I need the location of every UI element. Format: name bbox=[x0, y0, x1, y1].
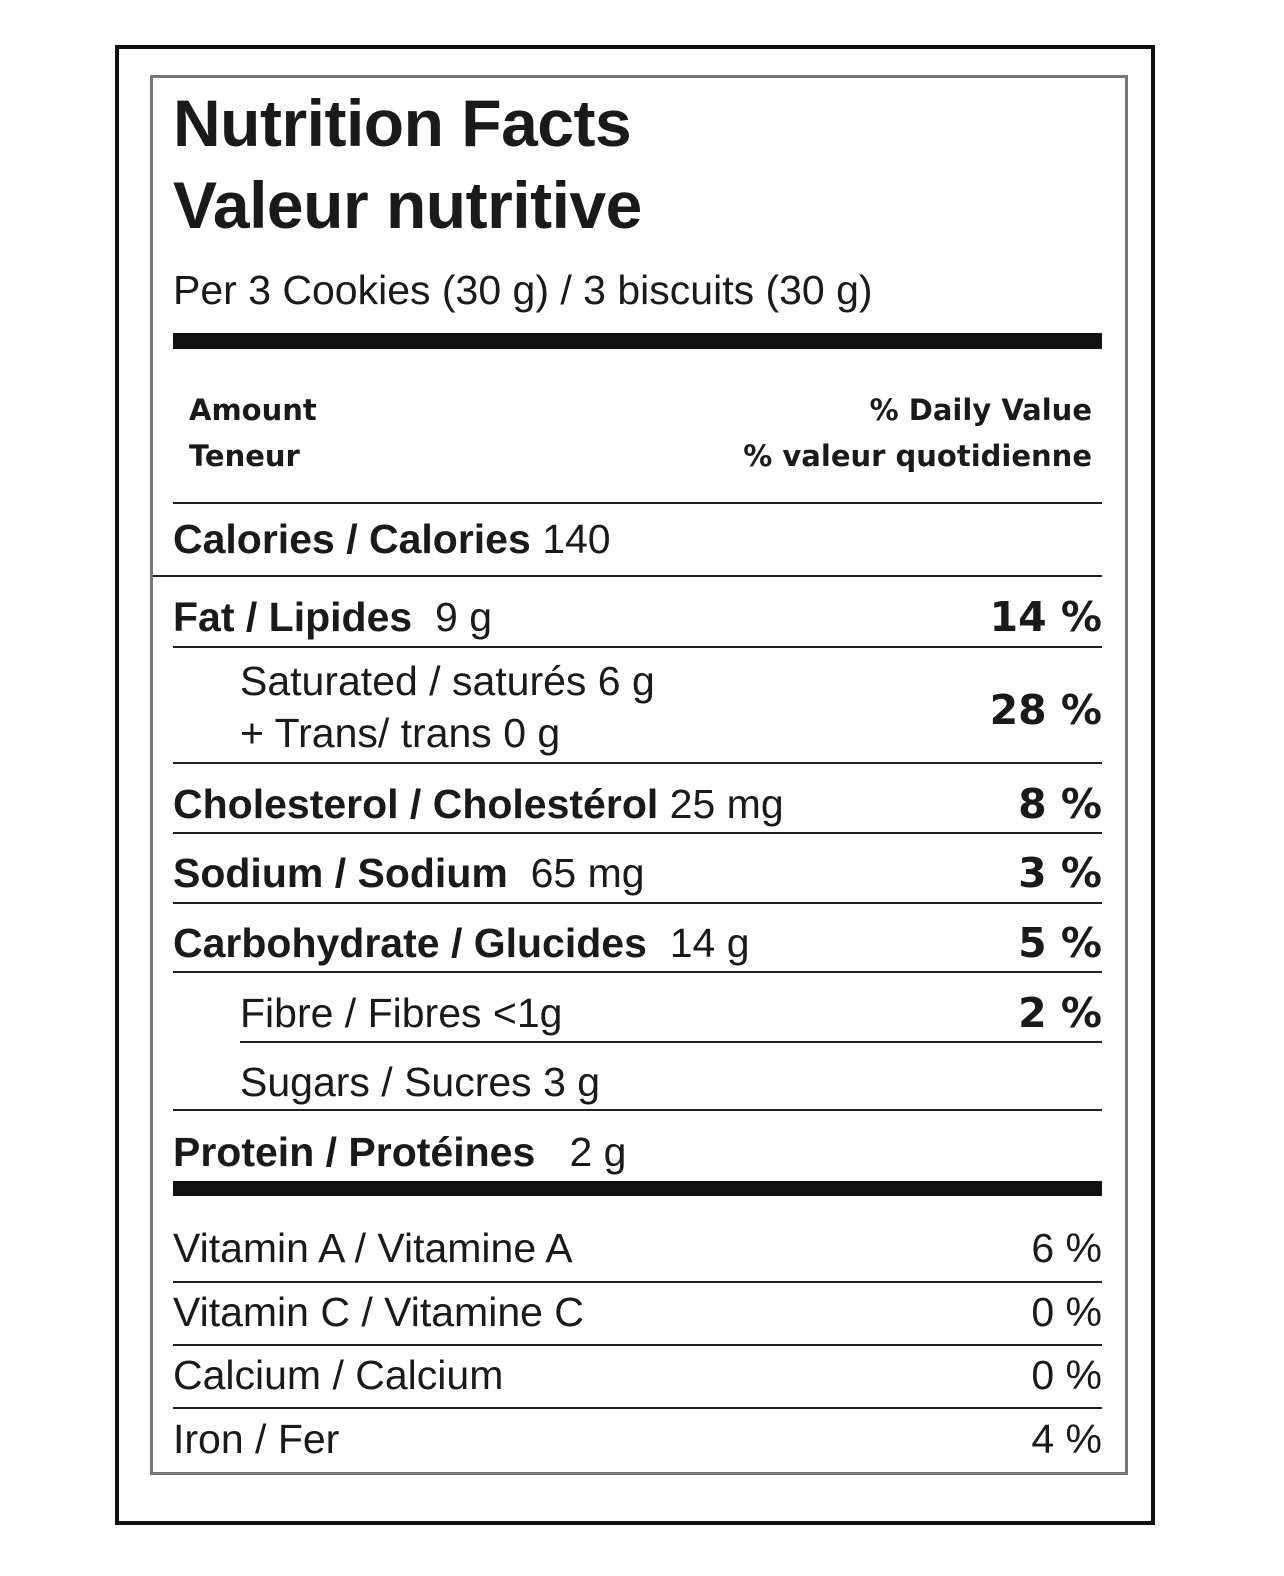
serving-size: Per 3 Cookies (30 g) / 3 biscuits (30 g) bbox=[173, 267, 873, 313]
carbohydrate-daily-value: 5 % bbox=[1018, 919, 1102, 967]
vitamin-a-label: Vitamin A / Vitamine A bbox=[173, 1225, 573, 1271]
thick-divider-top bbox=[173, 333, 1102, 349]
header-teneur: Teneur bbox=[189, 439, 300, 473]
fat-label: Fat / Lipides bbox=[173, 594, 413, 640]
divider-fibre bbox=[240, 1041, 1102, 1043]
cholesterol-daily-value: 8 % bbox=[1018, 780, 1102, 828]
cholesterol-row bbox=[173, 781, 784, 827]
divider-header bbox=[173, 502, 1102, 504]
sodium-amount: 65 mg bbox=[530, 850, 645, 896]
title-english: Nutrition Facts bbox=[173, 86, 632, 160]
divider-vitamin-c bbox=[173, 1344, 1102, 1346]
thick-divider-bottom bbox=[173, 1181, 1102, 1196]
sodium-daily-value: 3 % bbox=[1018, 849, 1102, 897]
title-french: Valeur nutritive bbox=[173, 168, 642, 242]
iron-label: Iron / Fer bbox=[173, 1416, 340, 1462]
calcium-label: Calcium / Calcium bbox=[173, 1352, 504, 1398]
trans-label: + Trans/ trans 0 g bbox=[240, 710, 561, 756]
vitamin-a-daily-value: 6 % bbox=[1031, 1225, 1102, 1271]
protein-label: Protein / Protéines bbox=[173, 1129, 536, 1175]
calcium-daily-value: 0 % bbox=[1031, 1352, 1102, 1398]
divider-carbohydrate bbox=[173, 971, 1102, 973]
header-daily-value: % Daily Value bbox=[869, 393, 1092, 427]
fat-daily-value: 14 % bbox=[989, 593, 1102, 641]
divider-calcium bbox=[173, 1407, 1102, 1409]
fat-row bbox=[173, 594, 492, 640]
carbohydrate-label: Carbohydrate / Glucides bbox=[173, 920, 647, 966]
header-amount: Amount bbox=[189, 393, 317, 427]
carbohydrate-row bbox=[173, 920, 750, 966]
fat-amount: 9 g bbox=[435, 594, 492, 640]
saturated-trans-daily-value: 28 % bbox=[989, 686, 1102, 734]
divider-saturated bbox=[173, 762, 1102, 764]
vitamin-c-label: Vitamin C / Vitamine C bbox=[173, 1289, 584, 1335]
fibre-label: Fibre / Fibres <1g bbox=[240, 990, 563, 1036]
sodium-label: Sodium / Sodium bbox=[173, 850, 508, 896]
divider-fat bbox=[173, 646, 1102, 648]
divider-sugars bbox=[173, 1109, 1102, 1111]
divider-cholesterol bbox=[173, 832, 1102, 834]
iron-daily-value: 4 % bbox=[1031, 1416, 1102, 1462]
calories-row bbox=[173, 516, 611, 562]
calories-label: Calories / Calories bbox=[173, 516, 531, 562]
protein-row bbox=[173, 1129, 627, 1175]
cholesterol-amount: 25 mg bbox=[669, 781, 784, 827]
sodium-row bbox=[173, 850, 645, 896]
protein-amount: 2 g bbox=[569, 1129, 627, 1175]
saturated-label: Saturated / saturés 6 g bbox=[240, 658, 655, 704]
divider-sodium bbox=[173, 902, 1102, 904]
fibre-daily-value: 2 % bbox=[1018, 989, 1102, 1037]
sugars-label: Sugars / Sucres 3 g bbox=[240, 1059, 601, 1105]
cholesterol-label: Cholesterol / Cholestérol bbox=[173, 781, 659, 827]
carbohydrate-amount: 14 g bbox=[669, 920, 750, 966]
divider-calories bbox=[153, 575, 1102, 577]
calories-value: 140 bbox=[542, 516, 611, 562]
header-valeur-quotidienne: % valeur quotidienne bbox=[743, 439, 1092, 473]
divider-vitamin-a bbox=[173, 1281, 1102, 1283]
vitamin-c-daily-value: 0 % bbox=[1031, 1289, 1102, 1335]
